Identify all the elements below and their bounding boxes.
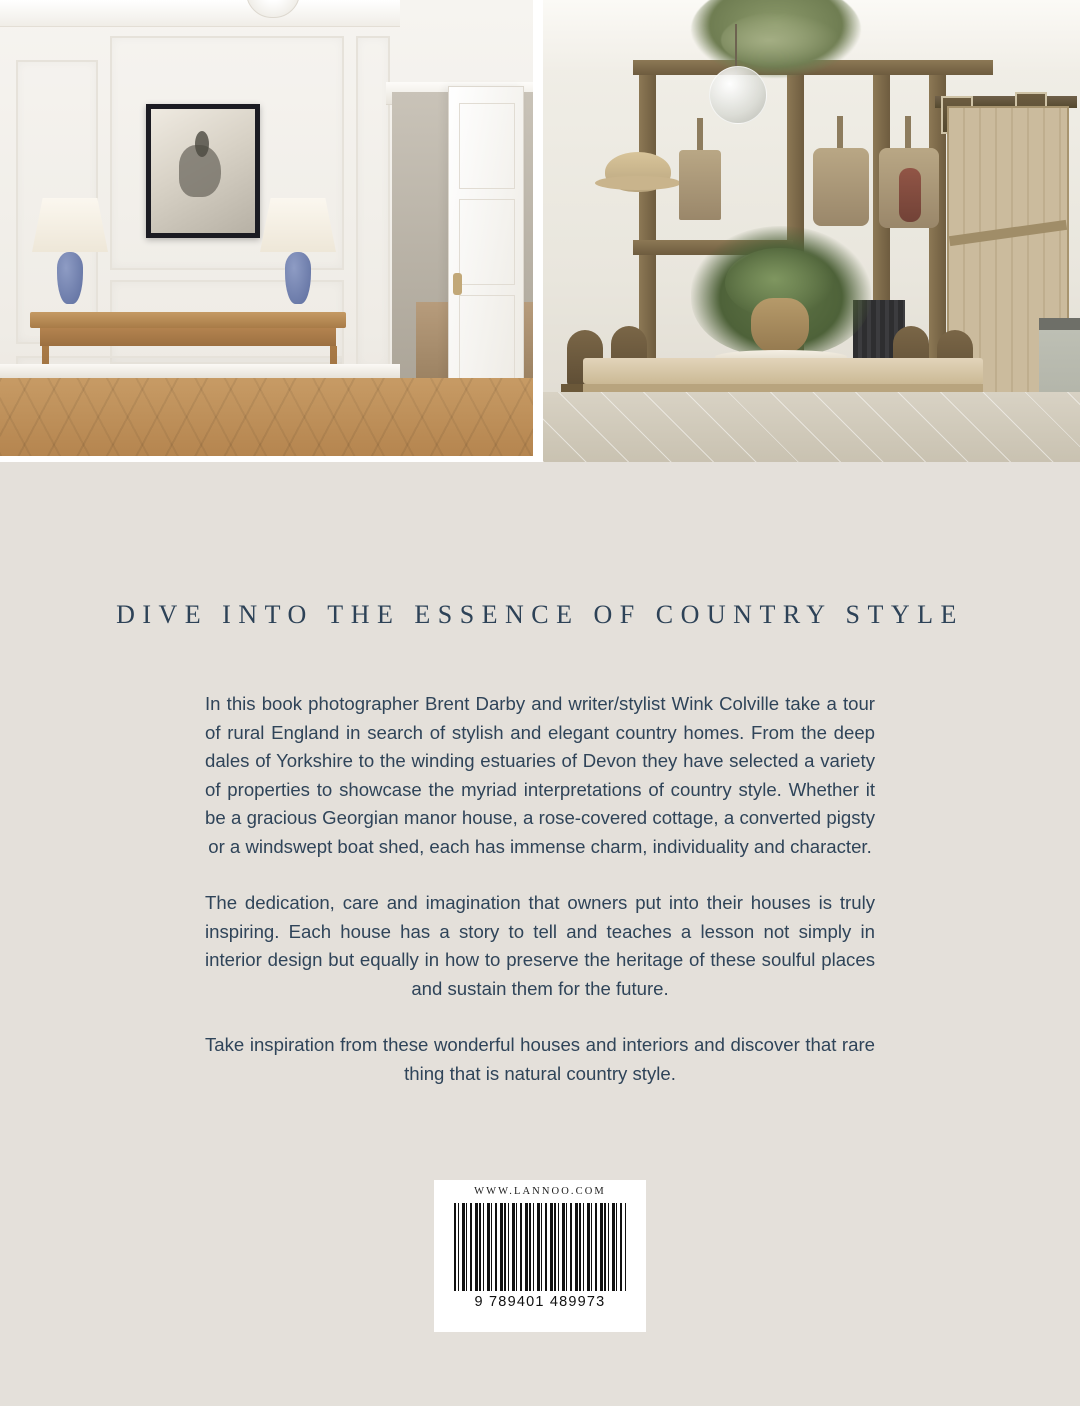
photo-panelled-hallway-with-console-table [0, 0, 533, 456]
photo-band [0, 0, 1080, 462]
door-panel [459, 199, 515, 285]
photo-timber-framed-dining-room [543, 0, 1080, 462]
description-text [205, 690, 875, 1088]
framed-artwork [146, 104, 260, 238]
pine-dining-table [583, 358, 983, 384]
cornice [0, 0, 400, 27]
door-handle [453, 273, 462, 295]
skirting-board [0, 364, 400, 378]
publisher-url: WWW.LANNOO.COM [474, 1186, 606, 1197]
artwork-image [151, 109, 255, 233]
timber-beam [639, 60, 656, 360]
lamp-shade [32, 198, 108, 252]
parquet-floor [0, 378, 533, 456]
paragraph-3: Take inspiration from these wonderful houses and interiors and discover that rare thing that is natural country style. [205, 1034, 875, 1084]
console-table-top [30, 312, 346, 328]
table-lamp [260, 198, 336, 304]
stone-floor [543, 392, 1080, 462]
hook [905, 116, 911, 152]
barcode-block [434, 1180, 646, 1332]
hook [697, 118, 703, 154]
door-panel [459, 103, 515, 189]
paragraph-1: In this book photographer Brent Darby and writer/stylist Wink Colville take a tour of rural England in search of stylish and elegant country homes. From the deep dales of Yorkshire to the winding estuaries of Devon they have selected a variety of properties to showcase the myriad interpretations of country style. Whether it be a gracious Georgian manor house, a rose-covered cottage, a converted pigsty or a windswept boat shed, each has immense charm, individuality and character. [205, 693, 875, 857]
lamp-base [285, 252, 311, 304]
straw-hat [605, 152, 671, 192]
table-lamp [32, 198, 108, 304]
lamp-shade [260, 198, 336, 252]
dried-bunch [899, 168, 921, 222]
barcode-number: 9 789401 489973 [474, 1294, 606, 1310]
hanging-wooden-board [679, 150, 721, 220]
hanging-wooden-board [813, 148, 869, 226]
hook [837, 116, 843, 152]
page-title: DIVE INTO THE ESSENCE OF COUNTRY STYLE [116, 600, 964, 629]
barcode-bars [454, 1203, 626, 1291]
paragraph-2: The dedication, care and imagination that owners put into their houses is truly inspiring. Each house has a story to tell and teaches a lesson not simply in interior design but equally in how to preserve the heritage of these soulful places and sustain them for the future. [205, 892, 875, 999]
lamp-base [57, 252, 83, 304]
console-table-apron [40, 328, 336, 346]
ceramic-vase [751, 298, 809, 354]
door-brace [949, 220, 1067, 246]
wall-panel [356, 36, 390, 370]
glass-pendant-light [709, 66, 767, 124]
